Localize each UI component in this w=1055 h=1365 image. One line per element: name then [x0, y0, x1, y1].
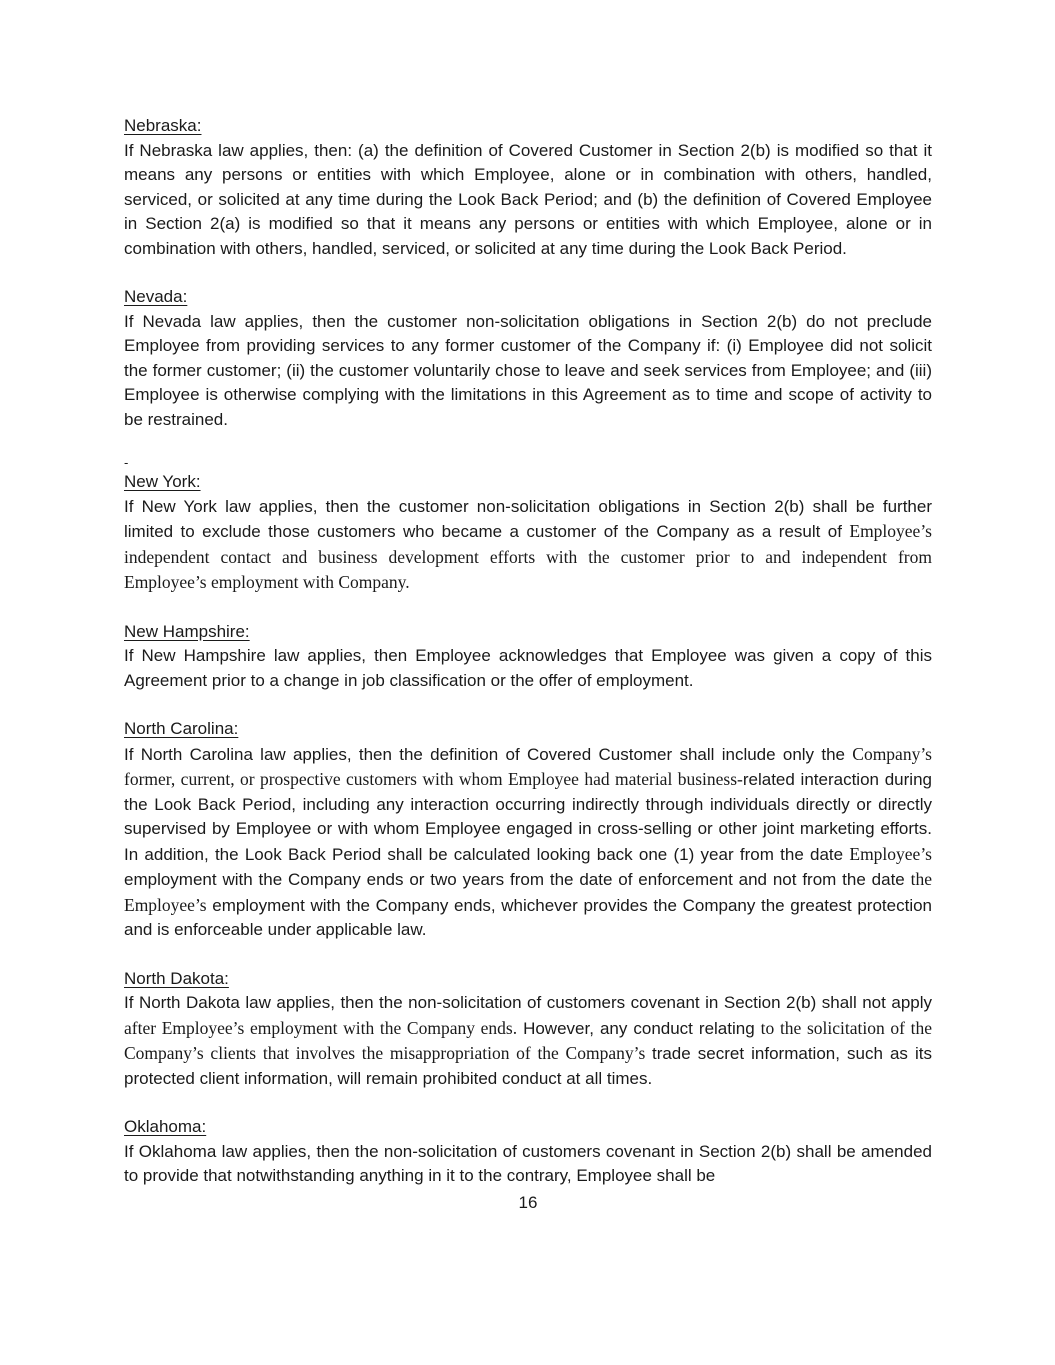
section-heading: New Hampshire: — [124, 621, 250, 641]
text-run: employment with the Company ends or two years from the date of enforcement and not from the date — [124, 870, 911, 889]
state-section — [124, 717, 932, 943]
text-run: Employee’s independent contact and business development efforts with the customer prior to and independent from Employee’s employment with Company. — [124, 521, 932, 592]
document-content — [124, 114, 932, 1215]
text-run: If North Dakota law applies, then the non-solicitation of customers covenant in Section 2(b) shall not apply — [124, 993, 932, 1012]
page-number: 16 — [518, 1192, 538, 1212]
state-section — [124, 1115, 932, 1189]
section-body — [124, 742, 932, 943]
text-run: If New York law applies, then the customer non-solicitation obligations in Section 2(b) shall be further limited to exclude those customers who became a customer of the Company as a result of — [124, 496, 932, 541]
section-body — [124, 495, 932, 596]
state-section — [124, 620, 932, 694]
state-section — [124, 456, 932, 596]
text-run: trade secret information, such as its protected client information, will remain prohibited conduct at all times. — [124, 1044, 932, 1088]
text-run: If Nevada law applies, then the customer non-solicitation obligations in Section 2(b) do not preclude Employee from providing services to any former customer of the Company if: (i) Employee did not solicit the former customer; (ii) the customer voluntarily chose to leave and seek services from Employee; and (iii) Employee is otherwise complying with the limitations in this Agreement as to time and scope of activity to be restrained. — [124, 311, 932, 429]
section-heading: North Carolina: — [124, 719, 239, 738]
section-body — [124, 644, 932, 693]
section-body — [124, 139, 932, 262]
text-run: If Oklahoma law applies, then the non-solicitation of customers covenant in Section 2(b) shall be amended to provide that notwithstanding anything in it to the contrary, Employee shall be — [124, 1141, 932, 1185]
text-run: after Employee’s employment with the Company ends. — [124, 1017, 518, 1038]
section-body — [124, 310, 932, 433]
state-section — [124, 285, 932, 432]
text-run: If New Hampshire law applies, then Employee acknowledges that Employee was given a copy of this Agreement prior to a change in job classification or the offer of employment. — [124, 646, 932, 690]
section-heading: New York: — [124, 472, 201, 491]
section-heading: North Dakota: — [124, 968, 229, 988]
text-run: Company’s former, current, or prospective customers with whom Employee had material business- — [124, 743, 932, 789]
section-body — [124, 991, 932, 1091]
text-run: employment with the Company ends, whichever provides the Company the greatest protection and is enforceable under applicable law. — [124, 895, 932, 939]
text-run: If North Carolina law applies, then the definition of Covered Customer shall include only the — [124, 744, 853, 764]
state-section — [124, 967, 932, 1092]
text-run: Employee’s — [849, 843, 932, 864]
section-heading: Oklahoma: — [124, 1117, 207, 1136]
section-body — [124, 1140, 932, 1189]
text-run: the Employee’s — [124, 869, 932, 915]
state-section — [124, 114, 932, 261]
sections-container — [124, 114, 932, 1189]
text-run: However, any conduct relating — [517, 1018, 761, 1038]
section-heading: Nevada: — [124, 287, 188, 306]
text-run: If Nebraska law applies, then: (a) the definition of Covered Customer in Section 2(b) is modified so that it means any persons or entities with which Employee, alone or in combination with others, handled, serviced, or solicited at any time during the Look Back Period; and (b) the definition of Covered Employee in Section 2(a) is modified so that it means any persons or entities with which Employee, alone or in combination with others, handled, serviced, or solicited at any time during the Look Back Period. — [124, 140, 932, 258]
text-run: to the solicitation of the Company’s clients that involves the misappropriation of the Company’s — [124, 1017, 933, 1063]
section-heading: Nebraska: — [124, 116, 202, 135]
section-premark: - — [124, 455, 129, 470]
text-run: related interaction during the Look Back Period, including any interaction occurring indirectly through individuals directly or directly supervised by Employee or with whom Employee engaged in cross-selling or other joint marketing efforts. In addition, the Look Back Period shall be calculated looking back one (1) year from the date — [124, 770, 932, 864]
